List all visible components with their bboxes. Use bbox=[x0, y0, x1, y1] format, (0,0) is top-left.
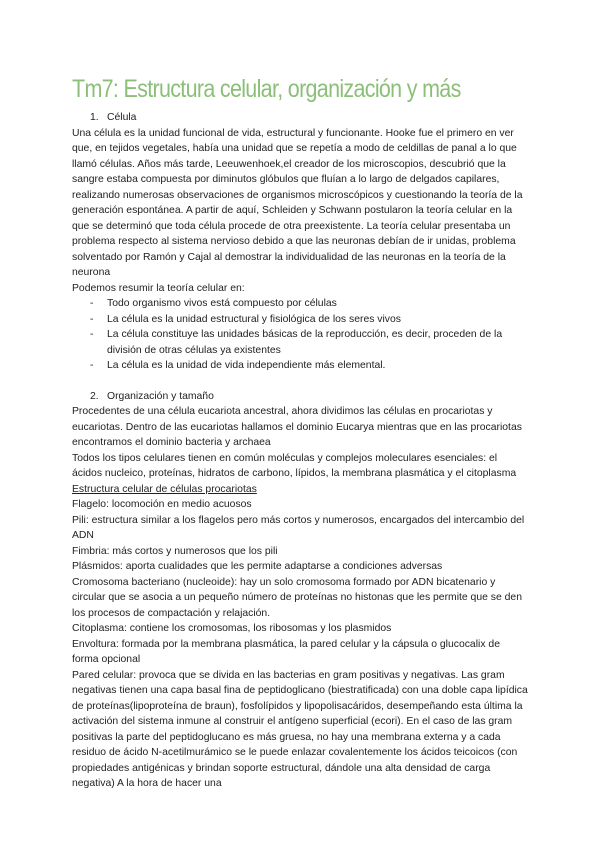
pili-line: Pili: estructura similar a los flagelos pero más cortos y numerosos, encargados del intercambio del ADN bbox=[72, 514, 525, 541]
page-title: Tm7: Estructura celular, organización y más bbox=[72, 75, 461, 103]
pared-celular-paragraph: Pared celular: provoca que se divida en las bacterias en gram positivas y negativas. Las gram negativas tienen una capa basal fina de peptidoglicano (biestratificada) con una doble capa lipídica de proteínas(lipoproteína de braun), fosfolípidos y lipopolisacáridos, desempeñando esta última la activación del sistema inmune al construir el antígeno superficial (ecori). En el caso de las gram positivas la parte del peptidoglucano es más gruesa, no hay una membrana externa y a cada residuo de ácido N-acetilmurámico se le puede enlazar covalentemente los ácidos teicoicos (con propiedades antigénicas y brindan soporte estructural, dándole una alta densidad de carga negativa) A la hora de hacer una bbox=[72, 669, 528, 789]
fimbria-line: Fimbria: más cortos y numerosos que los pili bbox=[72, 545, 278, 557]
list-item: - La célula es la unidad de vida independiente más elemental. bbox=[72, 358, 528, 374]
spacer bbox=[72, 374, 528, 389]
theory-list bbox=[72, 296, 528, 374]
envoltura-line: Envoltura: formada por la membrana plasmática, la pared celular y la cápsula o glucocalix de forma opcional bbox=[72, 638, 500, 665]
section-heading-celula bbox=[90, 110, 528, 126]
list-item: - Todo organismo vivos está compuesto por células bbox=[72, 296, 528, 312]
citoplasma-line: Citoplasma: contiene los cromosomas, los ribosomas y los plasmidos bbox=[72, 623, 392, 634]
section-number: 1. bbox=[90, 112, 99, 123]
organizacion-p1: Procedentes de una célula eucariota ancestral, ahora dividimos las células en procariotas y eucariotas. Dentro de las eucariotas hallamos el dominio Eucarya mientras que en las procariotas encontramos el dominio bacteria y archaea bbox=[72, 406, 522, 448]
section-number: 2. bbox=[90, 390, 99, 402]
flagelo-line: Flagelo: locomoción en medio acuosos bbox=[72, 499, 252, 510]
celula-body: Una célula es la unidad funcional de vida, estructural y funcionante. Hooke fue el primero en ver que, en tejidos vegetales, había una unidad que se repetía a modo de celdillas de panal a lo que llamó células. Años más tarde, Leeuwenhoek,el creador de los microscopios, descubrió que la sangre estaba compuesta por diminutos glóbulos que fluían a lo largo de delgados capilares, realizando numerosas observaciones de organismos microscópicos y cuestionando la teoría de la generación espontánea. A partir de aquí, Schleiden y Schwann postularon la teoría celular en la que se determinó que toda célula procede de otra preexistente. La teoría celular presentaba un problema respecto al sistema nervioso debido a que las neuronas debían de ir unidas, problema solventado por Ramón y Cajal al demostrar la individualidad de las neuronas en la teoría de la neurona bbox=[72, 127, 523, 278]
organizacion-p2: Todos los tipos celulares tienen en común moléculas y complejos moleculares esenciales: el ácidos nucleico, proteínas, hidratos de carbono, lípidos, la membrana plasmática y el citoplasma bbox=[72, 452, 517, 479]
section-heading-organizacion bbox=[90, 389, 528, 405]
section-organizacion bbox=[72, 389, 528, 792]
cromosoma-line: Cromosoma bacteriano (nucleoide): hay un solo cromosoma formado por ADN bicatenario y circular que se asocia a un pequeño número de proteínas no histonas que les permite que se den los procesos de compactación y relajación. bbox=[72, 576, 522, 619]
plasmidos-line: Plásmidos: aporta cualidades que les permite adaptarse a condiciones adversas bbox=[72, 561, 443, 572]
section-heading-text: Organización y tamaño bbox=[107, 390, 214, 402]
summary-intro: Podemos resumir la teoría celular en: bbox=[72, 282, 245, 294]
section-celula bbox=[72, 110, 528, 374]
list-item: - La célula es la unidad estructural y fisiológica de los seres vivos bbox=[72, 312, 528, 328]
procariotas-subheading: Estructura celular de células procariotas bbox=[72, 483, 257, 495]
list-item: - La célula constituye las unidades básicas de la reproducción, es decir, proceden de la división de otras células ya existentes bbox=[72, 327, 528, 358]
section-heading-text: Célula bbox=[107, 112, 137, 123]
